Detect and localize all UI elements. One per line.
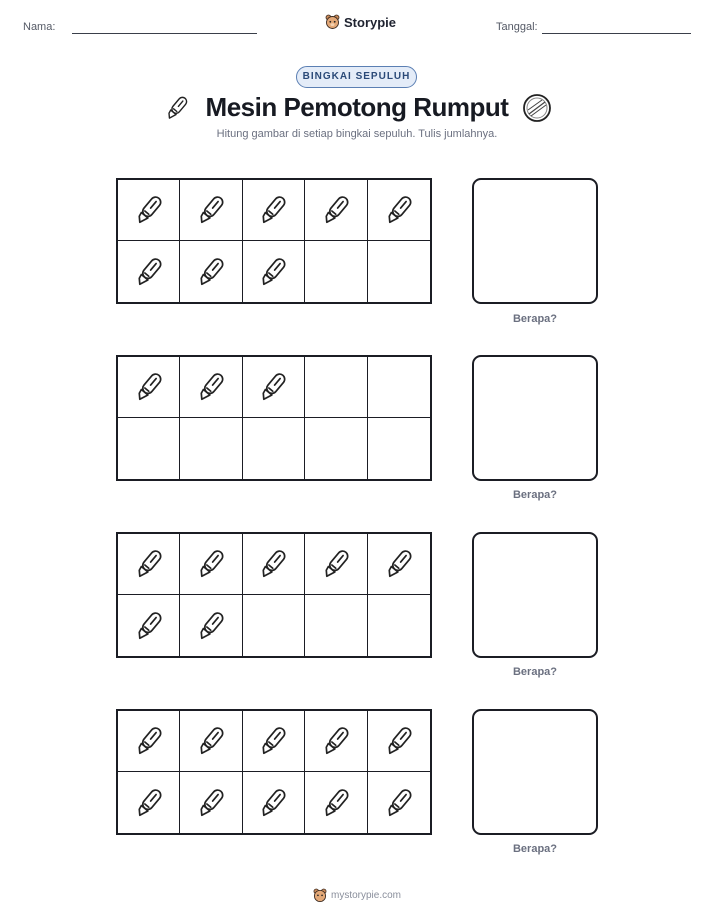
ten-frame-cell (118, 180, 180, 241)
footer (0, 888, 714, 903)
ten-frame-cell (305, 711, 367, 772)
ten-frame-cell (118, 595, 180, 656)
utility-knife-icon (194, 192, 228, 228)
utility-knife-icon (382, 723, 416, 759)
answer-label-2: Berapa? (512, 489, 558, 501)
utility-knife-icon (132, 254, 166, 290)
utility-knife-icon (382, 785, 416, 821)
date-line[interactable] (542, 33, 691, 34)
utility-knife-icon (256, 723, 290, 759)
utility-knife-icon (132, 723, 166, 759)
ten-frame-cell (118, 418, 180, 479)
ten-frame-cell (180, 180, 242, 241)
ten-frame-cell (180, 418, 242, 479)
ten-frame-cell (368, 534, 430, 595)
ten-frame-cell (243, 357, 305, 418)
utility-knife-icon (319, 192, 353, 228)
ten-frame-cell (305, 534, 367, 595)
utility-knife-icon (132, 785, 166, 821)
utility-knife-icon (194, 369, 228, 405)
bear-mascot-icon (325, 14, 340, 30)
ten-frame-1 (116, 178, 432, 304)
ten-frame-cell (118, 534, 180, 595)
utility-knife-icon (194, 785, 228, 821)
utility-knife-icon (132, 192, 166, 228)
answer-label-4: Berapa? (512, 843, 558, 855)
answer-label-3: Berapa? (512, 666, 558, 678)
brand-logo (325, 14, 396, 30)
ten-frame-cell (118, 772, 180, 833)
ten-frame-cell (243, 595, 305, 656)
ten-frame-cell (243, 534, 305, 595)
utility-knife-icon (194, 546, 228, 582)
ten-frame-3 (116, 532, 432, 658)
ten-frame-cell (305, 180, 367, 241)
brand-name: Storypie (344, 14, 397, 30)
footer-url[interactable]: mystorypie.com (330, 890, 401, 901)
page-title: Mesin Pemotong Rumput (205, 92, 509, 122)
ten-frame-cell (368, 357, 430, 418)
utility-knife-icon (256, 546, 290, 582)
ten-frame-cell (180, 711, 242, 772)
ten-frame-cell (180, 357, 242, 418)
ten-frame-cell (118, 711, 180, 772)
ten-frame-cell (118, 241, 180, 302)
ten-frame-cell (305, 241, 367, 302)
ten-frame-cell (305, 418, 367, 479)
answer-box-3[interactable] (472, 532, 598, 658)
ten-frame-cell (243, 772, 305, 833)
ten-frame-cell (368, 595, 430, 656)
utility-knife-icon (132, 608, 166, 644)
ten-frame-cell (368, 241, 430, 302)
date-label: Tanggal: (496, 21, 538, 33)
ten-frame-cell (368, 711, 430, 772)
ten-frame-cell (368, 180, 430, 241)
ten-frame-cell (305, 772, 367, 833)
ten-frame-cell (243, 418, 305, 479)
utility-knife-icon (382, 546, 416, 582)
ten-frame-cell (118, 357, 180, 418)
utility-knife-icon (382, 192, 416, 228)
utility-knife-icon (194, 254, 228, 290)
utility-knife-icon (256, 192, 290, 228)
answer-box-2[interactable] (472, 355, 598, 481)
instructions: Hitung gambar di setiap bingkai sepuluh. Tulis jumlahnya. (216, 128, 498, 140)
ten-frame-cell (243, 180, 305, 241)
ten-frame-cell (180, 241, 242, 302)
answer-label-1: Berapa? (512, 313, 558, 325)
answer-box-1[interactable] (472, 178, 598, 304)
bear-mascot-icon (313, 888, 327, 903)
ten-frame-2 (116, 355, 432, 481)
grass-ball-icon (522, 93, 552, 123)
ten-frame-cell (180, 772, 242, 833)
ten-frame-4 (116, 709, 432, 835)
utility-knife-icon (319, 546, 353, 582)
utility-knife-icon (132, 546, 166, 582)
ten-frame-cell (180, 534, 242, 595)
utility-knife-icon (194, 608, 228, 644)
utility-knife-icon (194, 723, 228, 759)
ten-frame-cell (243, 711, 305, 772)
name-line[interactable] (72, 33, 257, 34)
utility-knife-icon (256, 785, 290, 821)
worksheet-type-badge: BINGKAI SEPULUH (296, 66, 417, 88)
utility-knife-icon (256, 369, 290, 405)
utility-knife-icon (132, 369, 166, 405)
ten-frame-cell (305, 357, 367, 418)
answer-box-4[interactable] (472, 709, 598, 835)
utility-knife-icon (319, 785, 353, 821)
ten-frame-cell (243, 241, 305, 302)
name-label: Nama: (23, 21, 56, 33)
ten-frame-cell (305, 595, 367, 656)
utility-knife-icon (319, 723, 353, 759)
utility-knife-icon (256, 254, 290, 290)
ten-frame-cell (180, 595, 242, 656)
ten-frame-cell (368, 418, 430, 479)
ten-frame-cell (368, 772, 430, 833)
